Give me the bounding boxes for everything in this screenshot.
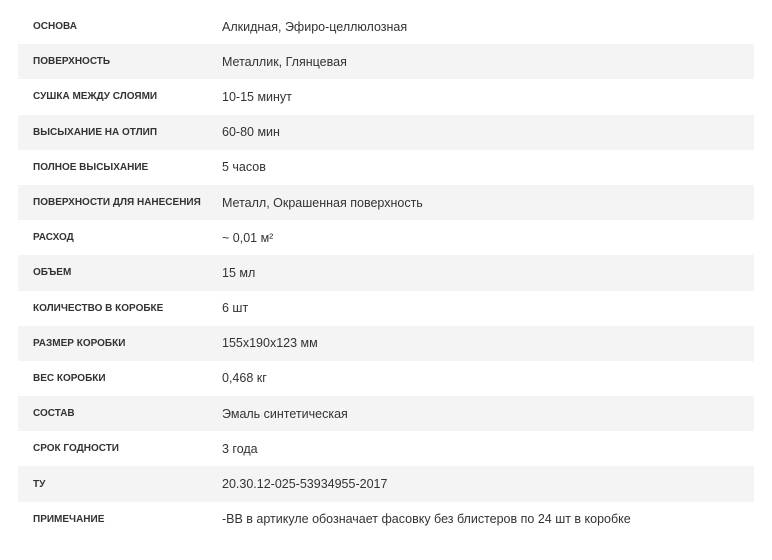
- spec-value: 0,468 кг: [222, 371, 267, 386]
- spec-label: ОБЪЕМ: [33, 267, 72, 279]
- spec-value: -BB в артикуле обозначает фасовку без блистеров по 24 шт в коробке: [222, 512, 631, 527]
- spec-label: РАЗМЕР КОРОБКИ: [33, 337, 126, 349]
- spec-value: 10-15 минут: [222, 89, 292, 104]
- spec-value: 5 часов: [222, 160, 266, 175]
- spec-label: СОСТАВ: [33, 408, 75, 420]
- spec-label: ОСНОВА: [33, 21, 77, 33]
- spec-row-tack-free-time: [18, 115, 754, 150]
- spec-label: ПОВЕРХНОСТЬ: [33, 56, 111, 68]
- spec-value: Металлик, Глянцевая: [222, 54, 347, 69]
- spec-value: 20.30.12-025-53934955-2017: [222, 477, 388, 492]
- spec-label: РАСХОД: [33, 232, 74, 244]
- spec-value: 155х190х123 мм: [222, 336, 318, 351]
- spec-row-consumption: [18, 220, 754, 255]
- spec-value: ~ 0,01 м²: [222, 230, 274, 245]
- spec-row-base: [18, 9, 754, 44]
- spec-row-note: [18, 502, 754, 537]
- spec-row-box-weight: [18, 361, 754, 396]
- spec-row-technical-spec: [18, 466, 754, 501]
- spec-row-shelf-life: [18, 431, 754, 466]
- spec-value: Эмаль синтетическая: [222, 406, 348, 421]
- specifications-table: [18, 9, 754, 537]
- spec-row-box-size: [18, 326, 754, 361]
- spec-label: КОЛИЧЕСТВО В КОРОБКЕ: [33, 302, 164, 314]
- spec-label: ТУ: [33, 478, 46, 490]
- spec-value: 3 года: [222, 441, 258, 456]
- spec-row-application-surfaces: [18, 185, 754, 220]
- spec-row-volume: [18, 255, 754, 290]
- spec-label: СРОК ГОДНОСТИ: [33, 443, 119, 455]
- spec-label: ПОЛНОЕ ВЫСЫХАНИЕ: [33, 161, 149, 173]
- spec-value: Металл, Окрашенная поверхность: [222, 195, 423, 210]
- spec-value: 15 мл: [222, 265, 256, 280]
- spec-row-quantity-per-box: [18, 291, 754, 326]
- spec-label: СУШКА МЕЖДУ СЛОЯМИ: [33, 91, 158, 103]
- spec-row-full-drying: [18, 150, 754, 185]
- spec-value: 6 шт: [222, 301, 249, 316]
- spec-label: ПОВЕРХНОСТИ ДЛЯ НАНЕСЕНИЯ: [33, 197, 201, 209]
- spec-row-surface: [18, 44, 754, 79]
- spec-row-composition: [18, 396, 754, 431]
- spec-value: Алкидная, Эфиро-целлюлозная: [222, 19, 408, 34]
- spec-label: ВЫСЫХАНИЕ НА ОТЛИП: [33, 126, 158, 138]
- spec-row-drying-between-coats: [18, 79, 754, 114]
- spec-value: 60-80 мин: [222, 125, 280, 140]
- spec-label: ВЕС КОРОБКИ: [33, 372, 106, 384]
- spec-label: ПРИМЕЧАНИЕ: [33, 513, 105, 525]
